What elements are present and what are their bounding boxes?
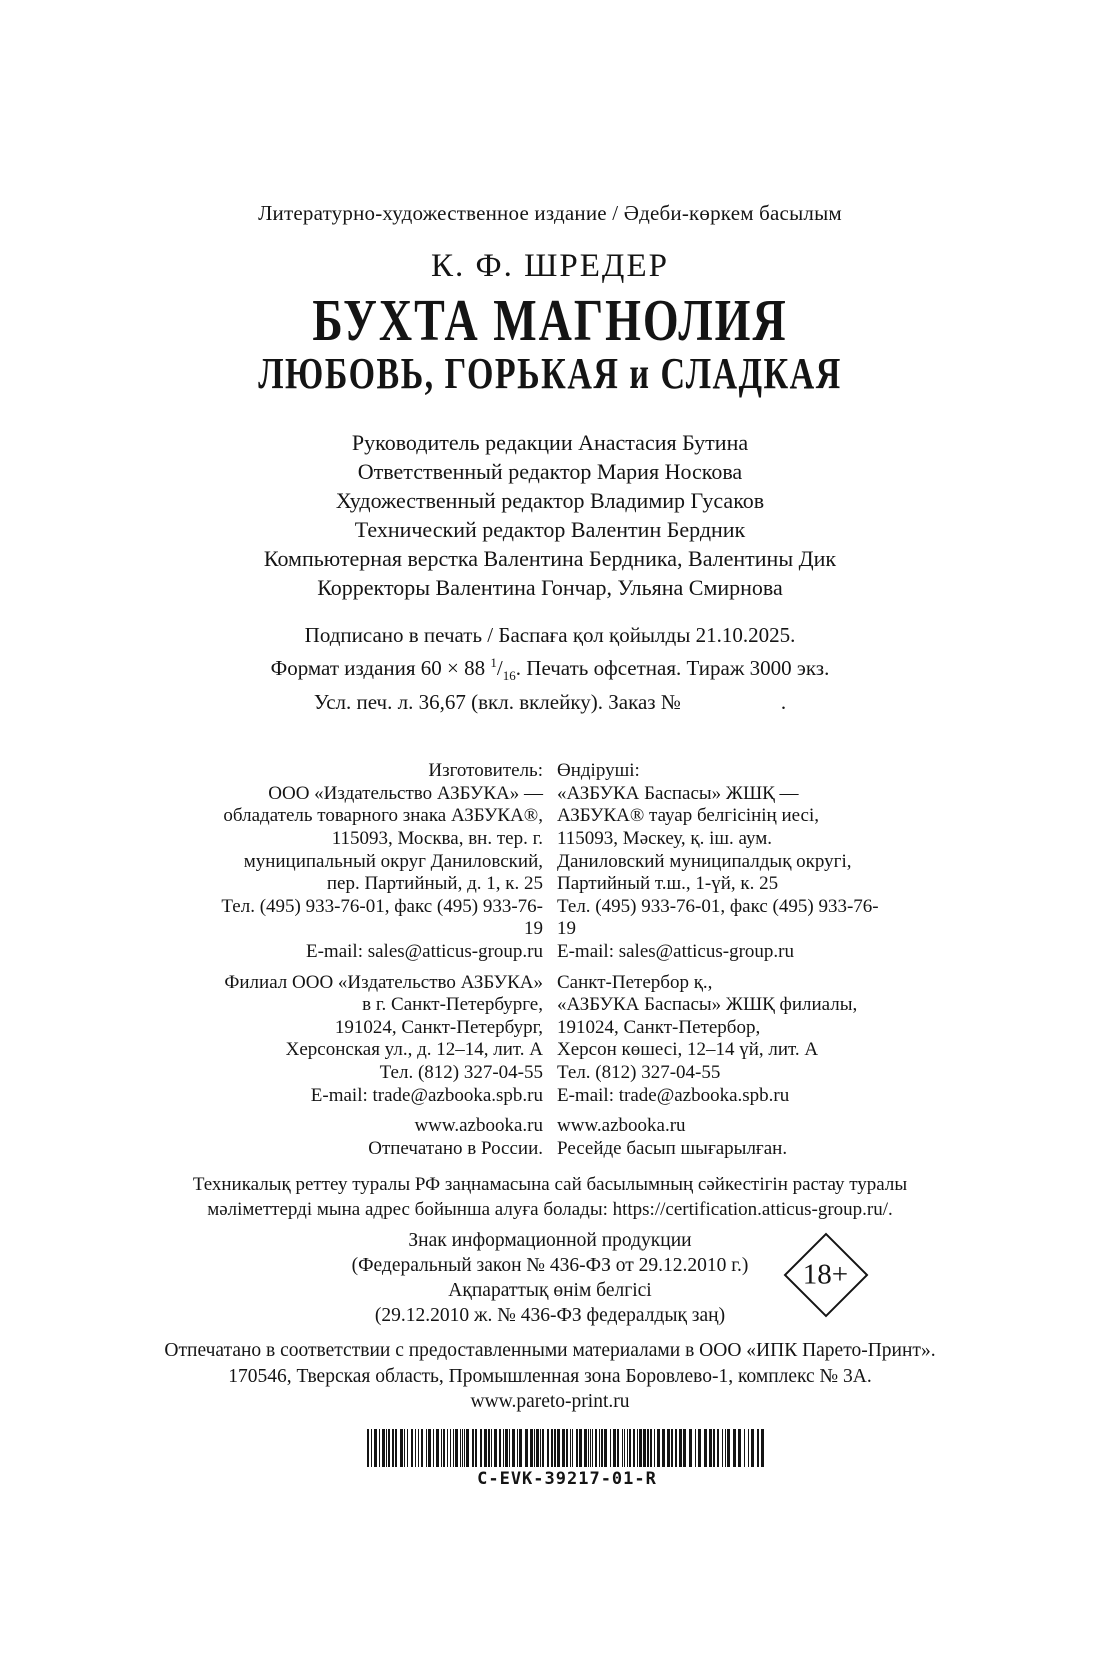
- address-line: «АЗБУКА Баспасы» ЖШҚ —: [557, 782, 799, 804]
- printer-line: www.pareto-print.ru: [470, 1391, 630, 1413]
- age-rating-text: 18+: [803, 1258, 849, 1291]
- address-line: E-mail: trade@azbooka.spb.ru: [310, 1084, 543, 1106]
- info-sign-line: (Федеральный закон № 436-ФЗ от 29.12.2010 г.): [351, 1255, 749, 1277]
- order-dot: .: [780, 690, 787, 715]
- branch-kz-block: [557, 972, 895, 1108]
- address-line: пер. Партийный, д. 1, к. 25: [326, 873, 543, 895]
- certification-line: мәліметтерді мына адрес бойынша алуға болады: https://certification.atticus-group.ru/.: [207, 1199, 893, 1221]
- barcode-label: C-EVK-39217-01-R: [477, 1468, 657, 1489]
- credit-line: Корректоры Валентина Гончар, Ульяна Смирнова: [317, 575, 783, 600]
- address-line: Херсон көшесі, 12–14 үй, лит. А: [557, 1039, 819, 1061]
- manufacturer-kz-block: [557, 760, 895, 963]
- address-line: АЗБУКА® тауар белгісінің иесі,: [557, 805, 819, 827]
- address-line: E-mail: sales@atticus-group.ru: [306, 940, 543, 962]
- address-line: в г. Санкт-Петербурге,: [362, 994, 543, 1016]
- website-line: www.azbooka.ru: [414, 1115, 543, 1137]
- format-text-before: Формат издания 60 × 88: [270, 656, 491, 680]
- address-line: Тел. (812) 327-04-55: [379, 1061, 543, 1083]
- format-line: [0, 649, 1100, 689]
- address-line: муниципальный округ Даниловский,: [243, 850, 543, 872]
- info-sign-line: (29.12.2010 ж. № 436-ФЗ федералдық заң): [374, 1305, 726, 1327]
- address-line: 115093, Москва, вн. тер. г.: [331, 827, 543, 849]
- barcode: [367, 1429, 767, 1467]
- manufacturer-columns: [0, 760, 1100, 1160]
- address-line: Партийный т.ш., 1-үй, к. 25: [557, 873, 779, 895]
- address-line: обладатель товарного знака АЗБУКА®,: [223, 805, 543, 827]
- edition-line: Литературно-художественное издание / Әдеби-көркем басылым: [258, 201, 842, 225]
- address-line: «АЗБУКА Баспасы» ЖШҚ филиалы,: [557, 994, 858, 1016]
- fraction-denominator: 16: [502, 668, 516, 684]
- info-sign-lines: [0, 1228, 1100, 1328]
- fraction-slash: /: [496, 656, 503, 680]
- manufacturer-ru-block: [205, 760, 543, 963]
- address-line: ООО «Издательство АЗБУКА» —: [268, 782, 543, 804]
- barcode-block: [17, 1429, 1100, 1489]
- address-line: 191024, Санкт-Петербор,: [557, 1016, 761, 1038]
- address-line: E-mail: trade@azbooka.spb.ru: [557, 1084, 790, 1106]
- address-line: Тел. (495) 933-76-01, факс (495) 933-76-19: [557, 895, 879, 940]
- address-line: Санкт-Петербор қ.,: [557, 971, 713, 993]
- signed-to-print-line: Подписано в печать / Баспаға қол қойылды 21.10.2025.: [304, 623, 796, 647]
- address-line: Изготовитель:: [428, 760, 543, 782]
- credit-line: Ответственный редактор Мария Носкова: [357, 459, 743, 484]
- address-line: E-mail: sales@atticus-group.ru: [557, 940, 794, 962]
- website-line: Отпечатано в России.: [368, 1137, 543, 1159]
- certification-line: Техникалық реттеу туралы РФ заңнамасына сай басылымның сәйкестігін растау туралы: [192, 1174, 908, 1196]
- website-line: www.azbooka.ru: [557, 1115, 686, 1137]
- fraction-numerator: 1: [490, 655, 497, 670]
- address-line: 115093, Мәскеу, қ. іш. аум.: [557, 827, 773, 849]
- printer-line: 170546, Тверская область, Промышленная зона Боровлево-1, комплекс № 3А.: [228, 1365, 872, 1387]
- book-subtitle: ЛЮБОВЬ, ГОРЬКАЯ и СЛАДКАЯ: [258, 350, 842, 399]
- credit-line: Руководитель редакции Анастасия Бутина: [351, 430, 749, 455]
- address-line: Херсонская ул., д. 12–14, лит. А: [285, 1039, 543, 1061]
- credit-line: Художественный редактор Владимир Гусаков: [335, 488, 765, 513]
- credit-line: Компьютерная верстка Валентина Бердника, Валентины Дик: [263, 546, 837, 571]
- address-line: 191024, Санкт-Петербург,: [334, 1016, 543, 1038]
- branch-ru-block: [205, 972, 543, 1108]
- order-text: Усл. печ. л. 36,67 (вкл. вклейку). Заказ №: [313, 690, 681, 715]
- info-sign-line: Ақпараттық өнім белгісі: [448, 1280, 652, 1302]
- info-sign-line: Знак информационной продукции: [408, 1230, 692, 1252]
- address-line: Тел. (812) 327-04-55: [557, 1061, 721, 1083]
- website-ru-block: [205, 1115, 543, 1160]
- format-text-after: . Печать офсетная. Тираж 3000 экз.: [515, 656, 830, 680]
- address-line: Тел. (495) 933-76-01, факс (495) 933-76-19: [221, 895, 543, 940]
- info-product-sign: [0, 1228, 1100, 1328]
- order-line: [0, 689, 1100, 716]
- print-details: [0, 622, 1100, 716]
- staff-credits: [0, 428, 1100, 602]
- printer-line: Отпечатано в соответствии с предоставленными материалами в ООО «ИПК Парето-Принт».: [164, 1340, 936, 1362]
- certification-note: [0, 1172, 1100, 1222]
- book-title: БУХТА МАГНОЛИЯ: [312, 287, 788, 353]
- website-line: Ресейде басып шығарылған.: [557, 1137, 788, 1159]
- credit-line: Технический редактор Валентин Бердник: [354, 517, 746, 542]
- printer-info: [0, 1338, 1100, 1415]
- manufacturer-ru-column: [205, 760, 543, 1160]
- address-line: Филиал ООО «Издательство АЗБУКА»: [224, 971, 543, 993]
- manufacturer-kz-column: [557, 760, 895, 1160]
- author-name: К. Ф. ШРЕДЕР: [431, 248, 669, 284]
- address-line: Өндіруші:: [557, 760, 640, 782]
- address-line: Даниловский муниципалдық округі,: [557, 850, 852, 872]
- website-kz-block: [557, 1115, 895, 1160]
